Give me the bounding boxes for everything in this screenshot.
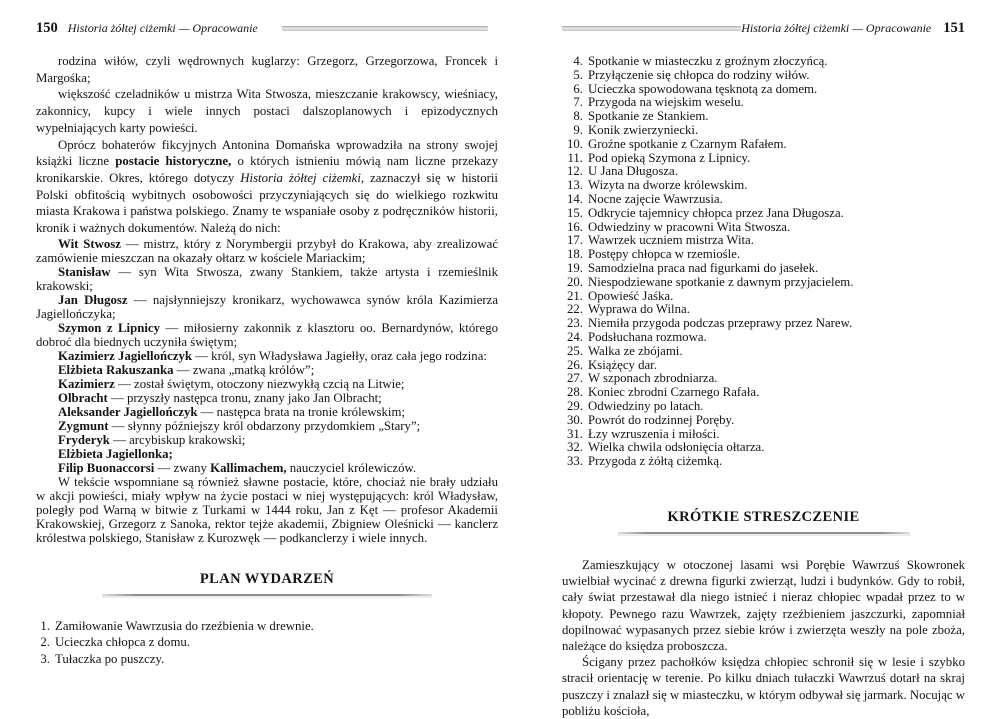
header-rule-left <box>282 26 488 31</box>
plan-item-number: 2. <box>40 635 50 650</box>
paragraph-historical-figures <box>36 137 498 237</box>
summary-paragraph: Zamieszkujący w otoczonej lasami wsi Porębie Wawrzuś Skowronek uwielbiał wycinać z drewna figurki zwierząt, ludzi i budynków. Gdy to robił, cały świat przestawał dla niego istnieć i nieraz chłopiec wpadał przez to w kłopoty. Pewnego razu Wawrzek, zajęty rzeźbieniem jaszczurki, zapomniał dopilnować wypasanych przez siebie krów i zwierzęta weszły na pole zboża, należące do księdza proboszcza. <box>562 557 965 653</box>
plan-item-text: Postępy chłopca w rzemiośle. <box>588 247 741 262</box>
plan-item-text: Odkrycie tajemnicy chłopca przez Jana Długosza. <box>588 205 844 220</box>
plan-item <box>562 303 965 317</box>
plan-item-number: 25. <box>567 343 583 358</box>
plan-item-text: Samodzielna praca nad figurkami do jasełek. <box>588 260 819 275</box>
plan-item-text: Spotkanie w miasteczku z groźnym złoczyńcą. <box>588 54 828 68</box>
plan-item-number: 9. <box>573 122 583 137</box>
plan-item-number: 6. <box>573 81 583 96</box>
character-description: — arcybiskup krakowski; <box>109 432 246 447</box>
plan-item <box>562 207 965 221</box>
paragraph-historical-run-1: Oprócz bohaterów fikcyjnych Antonina Domańska wprowadziła na strony swojej książki liczne <box>36 137 498 169</box>
plan-item <box>562 165 965 179</box>
character-name: Aleksander Jagiellończyk <box>58 404 198 419</box>
plan-item-text: Książęcy dar. <box>588 357 657 372</box>
paragraph-wily-family: rodzina wiłów, czyli wędrownych kuglarzy: Grzegorz, Grzegorzowa, Froncek i Margośka; <box>36 54 498 85</box>
page-number-left: 150 <box>36 20 58 36</box>
plan-item-text: Wyprawa do Wilna. <box>588 302 690 317</box>
character-entry <box>36 377 498 391</box>
paragraph-historical-bold: postacie historyczne, <box>115 154 232 169</box>
plan-item <box>562 317 965 331</box>
plan-item <box>562 372 965 386</box>
paragraph-mentioned-figures: W tekście wspomniane są również sławne postacie, które, chociaż nie brały udziału w akcji powieści, miały wpływ na życie postaci w niej występujących: król Władysław, poległy pod Warną w bitwie z Turkami w 1444 roku, Jan z Kęt — profesor Akademii Krakowskiej, Grzegorz z Sanoka, rektor tejże akademii, Zbigniew Oleśnicki — kanclerz królestwa polskiego, Stanisław z Kurozwęk — podkanclerzy i wiele innych. <box>36 474 498 545</box>
plan-item <box>36 651 498 668</box>
character-description: — następca brata na tronie królewskim; <box>197 404 405 419</box>
plan-item-number: 33. <box>567 454 583 469</box>
page-header-left <box>36 20 498 36</box>
plan-item-text: Spotkanie ze Stankiem. <box>588 109 709 124</box>
plan-item-number: 21. <box>567 288 583 303</box>
plan-item-number: 26. <box>567 357 583 372</box>
character-description: — zwana „matką królów”; <box>173 362 315 377</box>
plan-item <box>562 400 965 414</box>
character-description: — zwany <box>154 460 211 475</box>
plan-item-text: Niespodziewane spotkanie z dawnym przyjacielem. <box>588 274 854 289</box>
plan-item-text: Walka ze zbójami. <box>588 343 683 358</box>
plan-item-number: 17. <box>567 233 583 248</box>
plan-item-number: 18. <box>567 247 583 262</box>
plan-item <box>36 634 498 651</box>
character-name: Kazimierz Jagiellończyk <box>58 348 192 363</box>
plan-item-text: W szponach zbrodniarza. <box>588 371 718 386</box>
plan-item-text: Przyłączenie się chłopca do rodziny wiłów. <box>588 67 810 82</box>
summary-paragraph: Ścigany przez pachołków księdza chłopiec schronił się w lesie i szybko stracił orientację w terenie. Po kilku dniach tułaczki Wawrzuś dotarł na skraj puszczy i znalazł się w miasteczku, w którym odbywał się jarmark. Nocując w pobliżu kościoła, <box>562 655 965 718</box>
plan-item-text: Odwiedziny po latach. <box>588 398 704 413</box>
plan-item-text: Przygoda na wiejskim weselu. <box>588 95 744 110</box>
plan-item-number: 19. <box>567 260 583 275</box>
book-title-italic: Historia żółtej ciżemki <box>240 170 361 185</box>
character-description: — miłosierny zakonnik z klasztoru oo. Bernardynów, którego dobroć dla biednych uczyniła świętym; <box>36 320 498 349</box>
character-description: — został świętym, otoczony niezwykłą czcią na Litwie; <box>114 376 405 391</box>
plan-item <box>562 414 965 428</box>
plan-item <box>562 441 965 455</box>
plan-item <box>562 96 965 110</box>
character-name: Elżbieta Rakuszanka <box>58 362 174 377</box>
character-description: — syn Wita Stwosza, zwany Stankiem, także artysta i rzemieślnik krakowski; <box>36 264 498 293</box>
plan-item-text: Powrót do rodzinnej Poręby. <box>588 412 735 427</box>
plan-item-number: 5. <box>573 67 583 82</box>
character-entry <box>36 433 498 447</box>
plan-item-number: 16. <box>567 219 583 234</box>
plan-item <box>562 290 965 304</box>
summary-paragraphs <box>562 557 965 719</box>
section-heading-krotkie-streszczenie: KRÓTKIE STRESZCZENIE <box>667 508 860 525</box>
plan-item <box>562 331 965 345</box>
plan-item-number: 23. <box>567 316 583 331</box>
character-name: Jan Długosz <box>58 292 128 307</box>
plan-item-text: Konik zwierzyniecki. <box>588 122 699 137</box>
plan-item-text: Opowieść Jaśka. <box>588 288 674 303</box>
plan-item-number: 32. <box>567 440 583 455</box>
plan-item-text: Zamiłowanie Wawrzusia do rzeźbienia w drewnie. <box>55 618 314 633</box>
plan-item-text: Niemiła przygoda podczas przeprawy przez Narew. <box>588 316 853 331</box>
running-title-left: Historia żółtej ciżemki — Opracowanie <box>67 20 258 35</box>
page-header-right <box>562 20 965 36</box>
character-entry <box>36 447 498 461</box>
plan-item-text: Łzy wzruszenia i miłości. <box>588 426 720 441</box>
plan-item-number: 29. <box>567 398 583 413</box>
character-entry <box>36 321 498 349</box>
running-title-right: Historia żółtej ciżemki — Opracowanie <box>741 20 932 35</box>
plan-item-text: Wizyta na dworze królewskim. <box>588 178 748 193</box>
plan-item <box>562 345 965 359</box>
character-alias: Kallimachem, <box>210 460 287 475</box>
character-name: Zygmunt <box>58 418 109 433</box>
plan-item <box>562 69 965 83</box>
character-name: Filip Buonaccorsi <box>58 460 155 475</box>
character-list <box>36 237 498 475</box>
paragraph-historical-run-2: o których istnieniu mówią nam liczne przekazy kronikarskie. Okres, którego dotyczy <box>36 154 498 185</box>
character-name: Kazimierz <box>58 376 115 391</box>
character-name: Elżbieta Jagiellonka; <box>58 446 173 461</box>
plan-item-text: Odwiedziny w pracowni Wita Stwosza. <box>588 219 791 234</box>
plan-item-number: 28. <box>567 385 583 400</box>
plan-item-number: 1. <box>40 618 50 633</box>
plan-item-text: U Jana Długosza. <box>588 164 678 179</box>
heading-rule-right <box>618 532 910 534</box>
plan-item-number: 7. <box>573 95 583 110</box>
character-entry <box>36 349 498 363</box>
plan-item <box>562 193 965 207</box>
character-name: Wit Stwosz <box>58 236 121 251</box>
character-entry <box>36 405 498 419</box>
page-150 <box>36 20 498 667</box>
character-description: — mistrz, który z Norymbergii przybył do Krakowa, aby zrealizować zamówienie mieszczan na okazały ołtarz w kościele Mariackim; <box>36 236 499 265</box>
plan-item-number: 14. <box>567 191 583 206</box>
character-entry <box>36 237 498 265</box>
character-entry <box>36 419 498 433</box>
character-name: Olbracht <box>58 390 108 405</box>
character-description: — przyszły następca tronu, znany jako Jan Olbracht; <box>107 390 382 405</box>
character-description-cont: nauczyciel królewiczów. <box>286 460 417 475</box>
plan-item-number: 12. <box>567 164 583 179</box>
plan-item-text: Pod opieką Szymona z Lipnicy. <box>588 150 751 165</box>
character-entry <box>36 363 498 377</box>
plan-item-number: 11. <box>567 150 583 165</box>
plan-item-text: Podsłuchana rozmowa. <box>588 329 707 344</box>
plan-item-text: Koniec zbrodni Czarnego Rafała. <box>588 385 760 400</box>
header-rule-right <box>562 26 741 31</box>
plan-item <box>562 276 965 290</box>
plan-list-4-33 <box>562 55 965 469</box>
page-number-right: 151 <box>943 20 965 36</box>
plan-item-number: 15. <box>567 205 583 220</box>
plan-item <box>562 455 965 469</box>
plan-item-text: Ucieczka spowodowana tęsknotą za domem. <box>588 81 818 96</box>
plan-item <box>562 359 965 373</box>
plan-item-number: 30. <box>567 412 583 427</box>
plan-item <box>562 428 965 442</box>
plan-item <box>562 124 965 138</box>
plan-item <box>562 138 965 152</box>
character-description: — król, syn Władysława Jagiełły, oraz cała jego rodzina: <box>191 348 487 363</box>
plan-item-text: Groźne spotkanie z Czarnym Rafałem. <box>588 136 787 151</box>
plan-item <box>562 248 965 262</box>
plan-item <box>562 152 965 166</box>
plan-item <box>562 55 965 69</box>
plan-item <box>562 83 965 97</box>
plan-item <box>562 386 965 400</box>
plan-item-number: 27. <box>567 371 583 386</box>
paragraph-other-characters: większość czeladników u mistrza Wita Stwosza, mieszczanie krakowscy, wieśniacy, zakonnicy, kupcy i wiele innych postaci dalszoplanowych i epizodycznych wypełniających karty powieści. <box>36 87 498 135</box>
character-entry <box>36 293 498 321</box>
character-entry <box>36 461 498 475</box>
section-heading-plan-wydarzen: PLAN WYDARZEŃ <box>199 570 335 587</box>
plan-item-text: Wawrzek uczniem mistrza Wita. <box>588 233 754 248</box>
page-151 <box>562 20 965 719</box>
plan-item-text: Tułaczka po puszczy. <box>55 651 165 666</box>
character-entry <box>36 391 498 405</box>
plan-item-number: 3. <box>40 651 50 666</box>
plan-item-number: 24. <box>567 329 583 344</box>
plan-item-text: Nocne zajęcie Wawrzusia. <box>588 191 723 206</box>
plan-item <box>562 234 965 248</box>
character-description: — najsłynniejszy kronikarz, wychowawca synów króla Kazimierza Jagiellończyka; <box>36 292 499 321</box>
character-name: Stanisław <box>58 264 111 279</box>
plan-item-number: 20. <box>567 274 583 289</box>
character-name: Szymon z Lipnicy <box>58 320 160 335</box>
paragraph-historical-run-3: , zaznaczył się w historii Polski obfitością wybitnych osobowości przyczyniających się do wielkiego rozkwitu miasta Krakowa i państwa polskiego. Znamy te wspaniałe osoby z podręczników historii, kronik i ważnych dokumentów. Należą do nich: <box>36 170 498 236</box>
plan-item <box>36 618 498 635</box>
character-entry <box>36 265 498 293</box>
character-description: — słynny późniejszy król obdarzony przydomkiem „Stary”; <box>108 418 421 433</box>
plan-item-number: 22. <box>567 302 583 317</box>
plan-item <box>562 221 965 235</box>
plan-item-number: 10. <box>567 136 583 151</box>
plan-item-number: 31. <box>567 426 583 441</box>
plan-item-text: Wielka chwila odsłonięcia ołtarza. <box>588 440 765 455</box>
plan-item <box>562 179 965 193</box>
plan-item <box>562 110 965 124</box>
plan-item-number: 4. <box>573 54 583 68</box>
plan-item <box>562 262 965 276</box>
plan-list-1-3 <box>36 618 498 668</box>
plan-item-number: 8. <box>573 109 583 124</box>
plan-item-text: Przygoda z żółtą ciżemką. <box>588 454 723 469</box>
plan-item-text: Ucieczka chłopca z domu. <box>55 635 191 650</box>
plan-item-number: 13. <box>567 178 583 193</box>
heading-rule-left <box>102 594 432 596</box>
character-name: Fryderyk <box>58 432 110 447</box>
